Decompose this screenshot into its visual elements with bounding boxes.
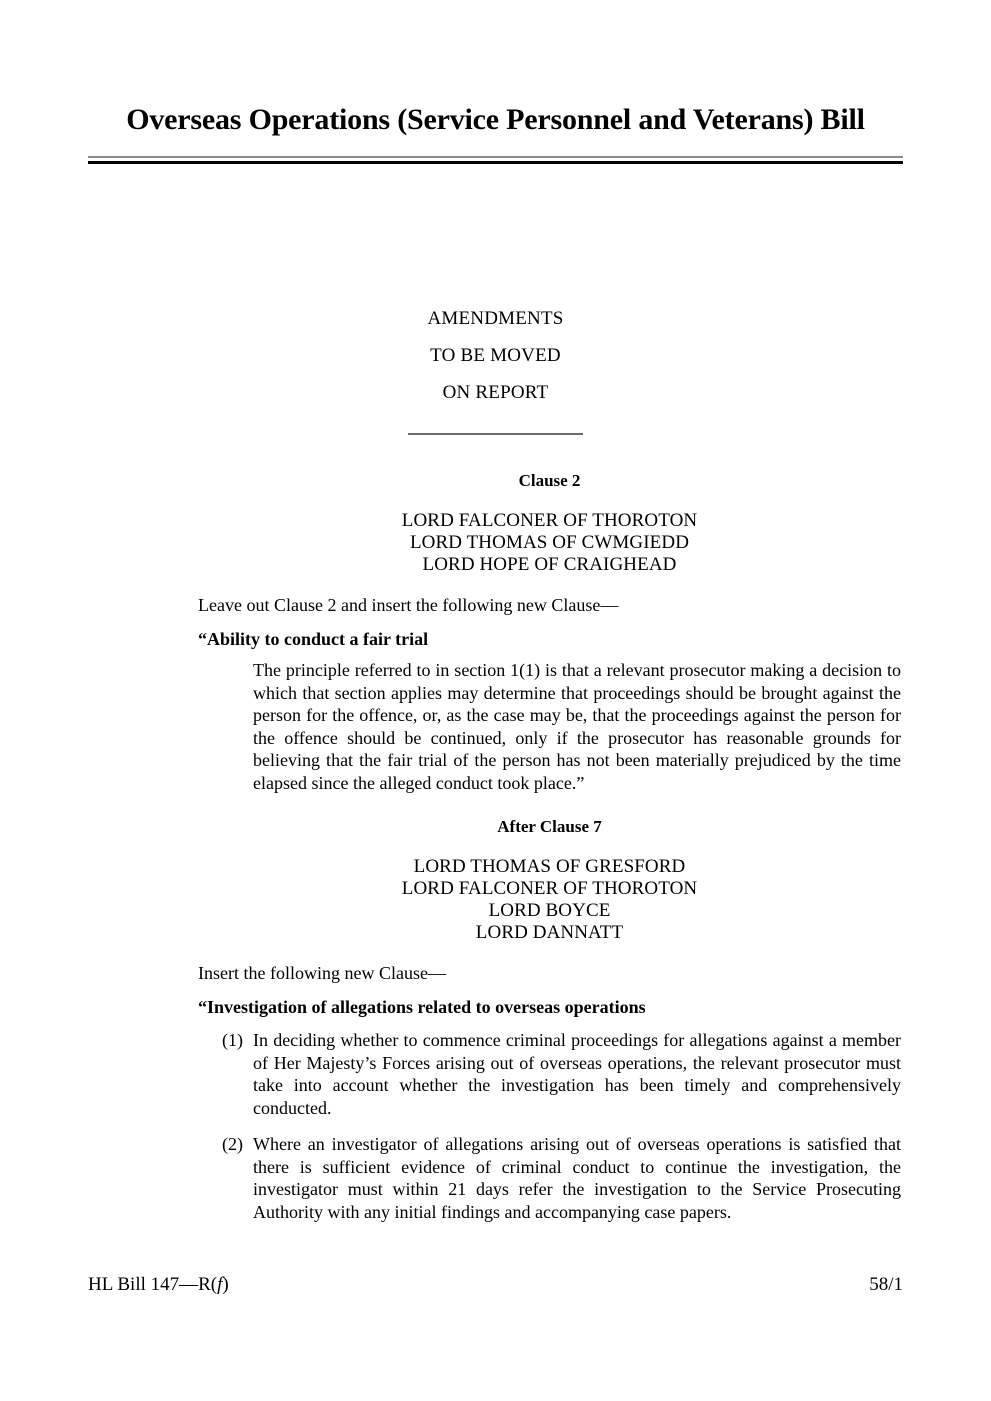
- amendments-content: [198, 470, 901, 1223]
- clause-heading-after-clause-7: After Clause 7: [497, 817, 602, 836]
- bill-reference-prefix: HL Bill 147—R(: [88, 1274, 218, 1295]
- sponsor-name: LORD THOMAS OF CWMGIEDD: [409, 532, 690, 553]
- page-number: 58/1: [869, 1274, 903, 1295]
- amendments-masthead: [88, 300, 903, 435]
- sponsor-name: LORD FALCONER OF THOROTON: [401, 510, 698, 531]
- section-spacer: [198, 794, 901, 816]
- sponsor-name: LORD FALCONER OF THOROTON: [401, 878, 698, 899]
- sponsor-name: LORD BOYCE: [488, 900, 611, 921]
- new-clause-subsection-list: [198, 1029, 901, 1223]
- section-clause-2: [198, 470, 901, 794]
- list-item-text: In deciding whether to commence criminal proceedings for allegations against a member of Her Majesty’s Forces arising out of overseas operations, the relevant prosecutor must take into account whether the investigation has been timely and comprehensively conducted.: [253, 1030, 901, 1118]
- sponsor-name: LORD THOMAS OF GRESFORD: [413, 856, 686, 877]
- bill-reference-italic-letter: f: [217, 1274, 223, 1295]
- sponsor-name: LORD DANNATT: [475, 922, 624, 943]
- new-clause-title-after-clause-7: “Investigation of allegations related to overseas operations: [198, 997, 646, 1017]
- masthead-line-to-be-moved: TO BE MOVED: [430, 345, 561, 366]
- title-double-rule: [88, 156, 903, 164]
- title-rule-thick: [88, 161, 903, 164]
- amendment-instruction-clause-2: Leave out Clause 2 and insert the following new Clause—: [198, 595, 619, 615]
- sponsor-list-clause-2: [198, 510, 901, 576]
- clause-heading-clause-2: Clause 2: [518, 471, 581, 490]
- sponsor-list-after-clause-7: [198, 856, 901, 944]
- page-title: Overseas Operations (Service Personnel and Veterans) Bill: [126, 103, 865, 136]
- masthead-line-amendments: AMENDMENTS: [427, 308, 564, 329]
- new-clause-body-clause-2: The principle referred to in section 1(1) is that a relevant prosecutor making a decision to which that section applies may determine that proceedings should be brought against the person for the offence, or, as the case may be, that the proceedings against the person for the offence should be continued, only if the prosecutor has reasonable grounds for believing that the fair trial of the person has not been materially prejudiced by the time elapsed since the alleged conduct took place.”: [253, 660, 901, 793]
- bill-reference: [88, 1273, 229, 1297]
- list-item: [198, 1133, 901, 1223]
- title-block: [88, 100, 903, 164]
- list-item-marker: (1): [222, 1030, 243, 1050]
- new-clause-title-clause-2: “Ability to conduct a fair trial: [198, 629, 429, 649]
- section-after-clause-7: [198, 816, 901, 1223]
- list-item-marker: (2): [222, 1134, 243, 1154]
- list-item-text: Where an investigator of allegations arising out of overseas operations is satisfied that there is sufficient evidence of criminal conduct to continue the investigation, the investigator must within 21 days refer the investigation to the Service Prosecuting Authority with any initial findings and accompanying case papers.: [253, 1134, 901, 1222]
- amendment-instruction-after-clause-7: Insert the following new Clause—: [198, 963, 446, 983]
- list-item: [198, 1029, 901, 1119]
- bill-reference-suffix: ): [222, 1274, 229, 1295]
- masthead-line-on-report: ON REPORT: [442, 382, 549, 403]
- masthead-separator-rule: [408, 433, 583, 435]
- page-footer: [88, 1273, 903, 1297]
- sponsor-name: LORD HOPE OF CRAIGHEAD: [422, 554, 677, 575]
